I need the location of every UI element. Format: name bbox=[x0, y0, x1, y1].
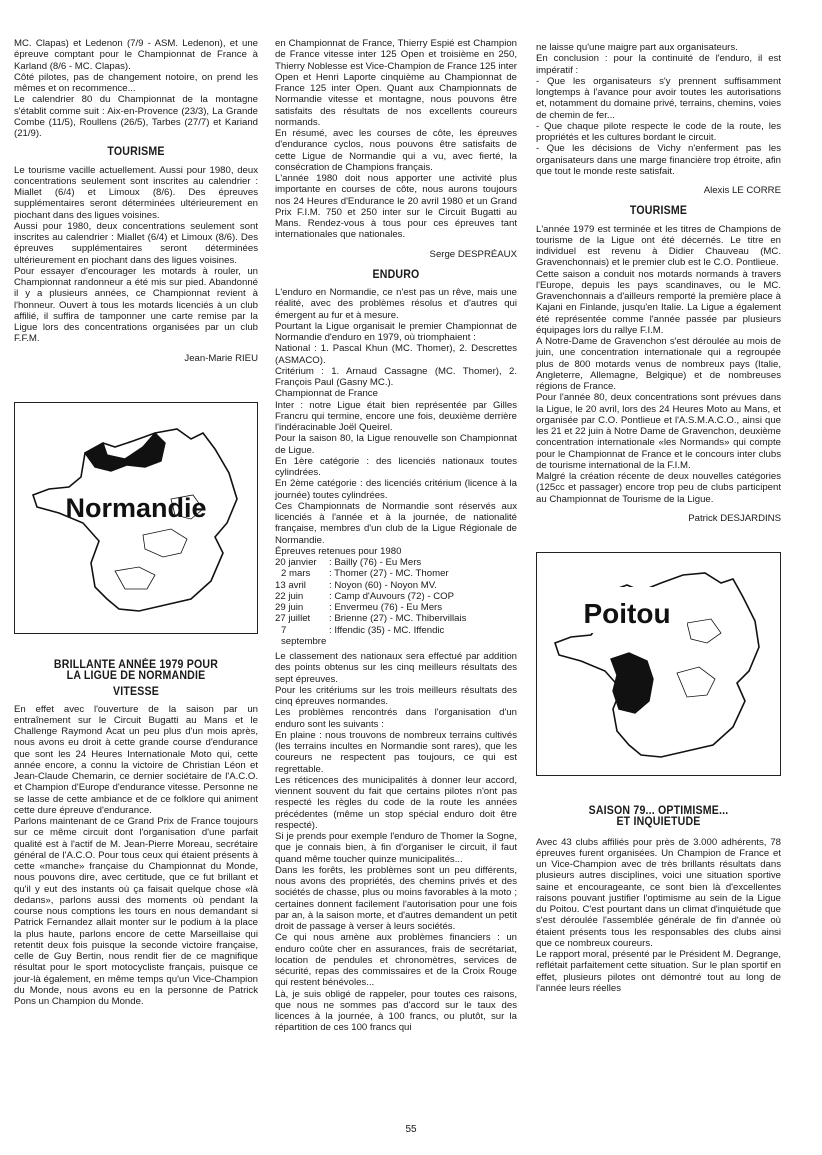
section-heading-vitesse: VITESSE bbox=[112, 686, 159, 699]
france-map-illustration bbox=[537, 553, 780, 775]
paragraph: Dans les forêts, les problèmes sont un peu différents, nous avons des propriétés, des chemins privés et des sociétés de chasse, plus ou moins favorables à la moto ; certaines donnent facilement l'autorisation pour une fois par an, à la saison morte, et d'autres demandent un petit droit de passage à verser à leurs sociétés. bbox=[275, 864, 517, 932]
column-1 bbox=[14, 38, 258, 1007]
events-list bbox=[275, 557, 517, 647]
paragraph: ne laisse qu'une maigre part aux organisateurs. bbox=[536, 42, 738, 53]
section-heading-enduro: ENDURO bbox=[372, 268, 420, 281]
paragraph: L'année 1980 doit nous apporter une activité plus importante en courses de côte, nous aurons toujours nos 24 Heures d'Endurance le 20 avril 1980 et un Grand Prix F.I.M. 750 et 250 inter sur le Circuit Bugatti au Mans. Rendez-vous à tous pour ces épreuves tant internationales que nationales. bbox=[275, 173, 517, 241]
paragraph: Si je prends pour exemple l'enduro de Thomer la Sogne, que je connais bien, à fin d'organiser le circuit, il faut quand même toucher quinze municipalités... bbox=[275, 831, 517, 865]
event-date: 2 mars bbox=[281, 568, 311, 580]
list-item bbox=[275, 568, 517, 579]
paragraph: En effet avec l'ouverture de la saison par un entraînement sur le Circuit Bugatti au Mans et le Challenge Raymond Acat un peu plus d'un mois après, nous avons eu droit à cette grande course d'endurance que sont les 24 Heures Internationale Moto qui, cette année encore, a connu la victoire de Christian Léon et Jean-Claude Chemarin, ce dernier sociétaire de l'A.C.O. et Champion d'Europe d'endurance vitesse. Personne ne se lasse de cette ambiance et de ce folklore qui animent cette dure épreuve d'endurance. bbox=[14, 703, 258, 816]
event-place: : Thomer (27) - MC. Thomer bbox=[329, 568, 449, 580]
paragraph: Le classement des nationaux sera effectué par addition des points obtenus sur les cinq meilleurs résultats des sept épreuves. bbox=[275, 651, 517, 685]
paragraph: Ce qui nous amène aux problèmes financiers : un enduro coûte cher en assurances, frais de secrétariat, location de pendules et chronomètres, services de sécurité, repas des commissaires et de la Croix Rouge qui restent bénévoles... bbox=[275, 932, 517, 989]
event-place: : Noyon (60) - Noyon MV. bbox=[329, 579, 437, 591]
event-date: 7 septembre bbox=[281, 624, 327, 647]
paragraph: Épreuves retenues pour 1980 bbox=[275, 545, 402, 557]
column-2 bbox=[275, 38, 517, 1034]
paragraph: En plaine : nous trouvons de nombreux terrains cultivés (les terrains incultes en Normandie sont rares), que les coureurs ne respectent pas toujours, ce qui est regrettable. bbox=[275, 729, 517, 775]
event-place: : Envermeu (76) - Eu Mers bbox=[329, 602, 443, 613]
paragraph: L'année 1979 est terminée et les titres de Champions de tourisme de la Ligue ont été décernés. Le titre en individuel est revenu à Didier Chauveau (MC. Gravenchonnais) et le premier club est le C.O. Pontlieue. bbox=[536, 223, 781, 269]
event-place: : Brienne (27) - MC. Thibervillais bbox=[329, 613, 467, 625]
normandie-map bbox=[14, 402, 258, 634]
article-title-line-2: ET INQUIETUDE bbox=[616, 816, 701, 829]
france-map-illustration bbox=[15, 403, 257, 633]
author-signature: Alexis LE CORRE bbox=[703, 185, 781, 196]
paragraph: Là, je suis obligé de rappeler, pour toutes ces raisons, que nous ne sommes pas d'accord sur le taux des licences à la journée, à 100 francs, ou plutôt, sur la répartition de ces 100 francs qui bbox=[275, 988, 517, 1034]
event-date: 27 juillet bbox=[275, 613, 311, 625]
article-title-line-1: BRILLANTE ANNÉE 1979 POUR bbox=[53, 658, 219, 671]
event-place: : Iffendic (35) - MC. Iffendic bbox=[329, 624, 445, 636]
list-item bbox=[275, 591, 517, 602]
event-place: : Camp d'Auvours (72) - COP bbox=[329, 590, 454, 602]
list-item bbox=[275, 625, 517, 648]
paragraph: - Que chaque pilote respecte le code de la route, les propriétés et les cultures bordant le circuit. bbox=[536, 120, 781, 143]
paragraph: Avec 43 clubs affiliés pour près de 3.000 adhérents, 78 épreuves furent organisées. Un Champion de France et un Vice-Champion avec de très brillants résultats dans plusieurs autres disciplines, voici une situation sportive saine et encourageante, ce sont bien là d'excellentes raisons pouvant justifier l'optimisme au sein de la Ligue du Poitou. C'est pourtant dans un climat d'inquiétude que s'est déroulée l'assemblée générale de fin d'année où étaient présents tous les responsables des clubs ainsi que ce nombreux coureurs. bbox=[536, 836, 781, 949]
column-3 bbox=[536, 42, 781, 994]
paragraph: Championnat de France bbox=[275, 388, 378, 400]
poitou-map bbox=[536, 552, 781, 776]
paragraph: en Championnat de France, Thierry Espié est Champion de France vitesse inter 125 Open et troisième en 250, Thierry Noblesse est Vice-Champion de France 125 inter Open et Henri Laporte cinquième au Championnat de France 125 inter Open. Quant aux Championnats de Normandie vitesse et montagne, nous pouvons être satisfaits des résultats de nos excellents coureurs normands. bbox=[275, 38, 517, 128]
map-label-poitou: Poitou bbox=[583, 598, 671, 629]
event-date: 29 juin bbox=[275, 602, 304, 613]
paragraph: National : 1. Pascal Khun (MC. Thomer), 2. Descrettes (ASMACO). bbox=[275, 343, 517, 366]
page-number: 55 bbox=[405, 1124, 417, 1135]
paragraph: Le calendrier 80 du Championnat de la montagne s'établit comme suit : Aix-en-Provence (23/3), La Grande Combe (11/5), Roullens (26/5), Tarbes (27/7) et Kariand (21/9). bbox=[14, 94, 258, 139]
paragraph: En conclusion : pour la continuité de l'enduro, il est impératif : bbox=[536, 53, 781, 76]
list-item bbox=[275, 580, 517, 591]
paragraph: L'enduro en Normandie, ce n'est pas un rêve, mais une réalité, avec des problèmes résolus et d'autres qui émergent au fur et à mesure. bbox=[275, 287, 517, 321]
paragraph: Le rapport moral, présenté par le Président M. Degrange, reflétait parfaitement cette situation. Sur le plan sportif en effet, plusieurs pilotes ont démontré tout au long de l'année leurs réelles bbox=[536, 949, 781, 994]
list-item bbox=[275, 557, 517, 568]
section-heading-tourisme: TOURISME bbox=[107, 146, 165, 159]
paragraph: Le tourisme vacille actuellement. Aussi pour 1980, deux concentrations seulement sont inscrites au calendrier : Miallet (6/4) et Limoux (8/6). Des épreuves supplémentaires seront déterminées ultérieurement en piochant dans des ligues voisines. bbox=[14, 164, 258, 221]
article-title-line-2: LA LIGUE DE NORMANDIE bbox=[66, 670, 206, 682]
author-signature: Jean-Marie RIEU bbox=[184, 352, 258, 364]
paragraph: A Notre-Dame de Gravenchon s'est déroulée au mois de juin, une concentration internationale qui a regroupée plus de 800 motards venus de nombreux pays (Italie, Angleterre, Allemagne, Belgique) et de nombreuses régions de France. bbox=[536, 336, 781, 392]
paragraph: Pourtant la Ligue organisait le premier Championnat de Normandie d'enduro en 1979, où triomphaient : bbox=[275, 320, 517, 343]
paragraph: Critérium : 1. Arnaud Cassagne (MC. Thomer), 2. François Paul (Gasny MC.). bbox=[275, 365, 517, 388]
event-place: : Bailly (76) - Eu Mers bbox=[329, 557, 422, 568]
event-date: 22 juin bbox=[275, 590, 304, 602]
map-label-normandie: Normandie bbox=[65, 492, 207, 523]
paragraph: Parlons maintenant de ce Grand Prix de France toujours sur ce même circuit dont l'organisation d'une parfait qualité est à l'actif de M. Jean-Pierre Moreau, secrétaire général de l'A.C.O. Pour tous ceux qui étaient présents à cette «manche» française du Championnat du Monde, nous pouvons dire, avec certitude, que ce fut brillant et qu'il y eut des instants où ça faisait quelque chose «là dedans», parlons aussi des moments où pendant la course nous comptions les tours en nous demandant si Patrick Fernandez allait monter sur le podium à la place la plus haute, parlons encore de cette Marseillaise qui retentit deux fois puisque la seconde victoire française, celle de Guy Bertin, nous rendit fier de ce magnifique résultat pour le sport motocycliste français, puisque ce jour-là également, en même temps qu'un Vice-Champion du Monde, nous avons eu en la personne de Patrick Pons un Champion du Monde. bbox=[14, 816, 258, 1007]
paragraph: Pour essayer d'encourager les motards à rouler, un Championnat randonneur a été mis sur pied. Abandonné il y a plusieurs années, ce Championnat revient à l'honneur. Ouvert à tous les motards licenciés à un club affilié, il suffira de tamponner une carte remise par la Ligue lors des concentrations organisées par un club F.F.M. bbox=[14, 265, 258, 345]
paragraph: - Que les organisateurs s'y prennent suffisamment longtemps à l'avance pour avoir toutes les autorisations et, notamment du domaine privé, terrains, chemins, voies de chemin de fer... bbox=[536, 75, 781, 121]
paragraph: Côté pilotes, pas de changement notoire, on prend les mêmes et on recommence... bbox=[14, 71, 258, 94]
paragraph: MC. Clapas) et Ledenon (7/9 - ASM. Ledenon), et une épreuve comptant pour le Championnat de France à Karland (8/6 - MC. Clapas). bbox=[14, 38, 258, 72]
event-date: 13 avril bbox=[275, 579, 306, 591]
paragraph: En 1ère catégorie : des licenciés nationaux toutes cylindrées. bbox=[275, 455, 517, 478]
paragraph: Les réticences des municipalités à donner leur accord, viennent souvent du fait que certains pilotes n'ont pas respecté les règles du code de la route les années précédentes (même un stop spécial enduro doit être respecté). bbox=[275, 774, 517, 831]
paragraph: En 2ème catégorie : des licenciés critérium (licence à la journée) toutes cylindrées. bbox=[275, 478, 517, 501]
paragraph: Pour l'année 80, deux concentrations sont prévues dans la Ligue, le 20 avril, lors des 24 Heures Moto au Mans, et organisée par C.O. Pontlieue et l'A.S.M.A.C.O., ainsi que les 21 et 22 juin à Notre Dame de Gravenchon, deuxième concentration internationale «les Normands» qui compte pour le Championnat de France et le concours inter clubs de tourisme international de la F.I.M. bbox=[536, 392, 781, 471]
paragraph: En résumé, avec les courses de côte, les épreuves d'endurance cyclos, nous pouvons être satisfaits de cette Ligue de Normandie qui a vu, avec fierté, la consécration de Champions français. bbox=[275, 128, 517, 173]
paragraph: Inter : notre Ligue était bien représentée par Gilles Francru qui termine, encore une fois, deuxième derrière l'indéracinable Joël Queirel. bbox=[275, 399, 517, 433]
section-heading-tourisme: TOURISME bbox=[629, 205, 688, 218]
paragraph: Ces Championnats de Normandie sont réservés aux licenciés à l'année et à la journée, de nationalité française, membres d'un club de la Ligue Régionale de Normandie. bbox=[275, 500, 517, 546]
paragraph: Pour la saison 80, la Ligue renouvelle son Championnat de Ligue. bbox=[275, 433, 517, 456]
article-title-line-1: SAISON 79... OPTIMISME... bbox=[588, 805, 729, 817]
paragraph: Les problèmes rencontrés dans l'organisation d'un enduro sont les suivants : bbox=[275, 707, 517, 730]
paragraph: Pour les critériums sur les trois meilleurs résultats des cinq épreuves normandes. bbox=[275, 684, 517, 707]
list-item bbox=[275, 613, 517, 624]
event-date: 20 janvier bbox=[275, 557, 317, 568]
author-signature: Serge DESPRÉAUX bbox=[429, 248, 517, 260]
paragraph: Malgré la création récente de deux nouvelles catégories (125cc et passager) encore trop peu de clubs participent au Championnat de Tourisme de la Ligue. bbox=[536, 471, 781, 505]
author-signature: Patrick DESJARDINS bbox=[688, 512, 781, 524]
list-item bbox=[275, 602, 517, 613]
paragraph: Cette saison a conduit nos motards normands à travers l'Europe, depuis les pays scandinaves, ou le MC. Gravenchonnais a d'ailleurs remporté la première place à Kajani en Finlande, jusqu'en Italie. La Ligue a également été représentée comme l'année passée par plusieurs équipages lors du rallye F.I.M. bbox=[536, 268, 781, 336]
paragraph: - Que les décisions de Vichy n'enferment pas les organisateurs dans une marge financière trop étroite, afin que tout le monde reste satisfait. bbox=[536, 143, 781, 177]
paragraph: Aussi pour 1980, deux concentrations seulement sont inscrites au calendrier : Miallet (6/4) et Limoux (8/6). Des épreuves supplémentaires seront déterminées ultérieurement en piochant dans des ligues voisines. bbox=[14, 220, 258, 266]
